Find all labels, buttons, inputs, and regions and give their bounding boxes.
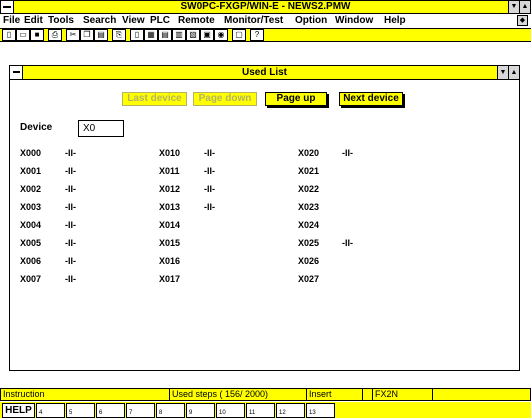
device-name: X011: [159, 166, 180, 176]
device-mark: -II-: [204, 166, 215, 176]
restore-child-button[interactable]: ◆: [517, 15, 528, 26]
status-plc-type: FX2N: [372, 389, 432, 400]
device-mark: -II-: [342, 238, 353, 248]
device-name: X026: [298, 256, 320, 266]
device-input[interactable]: X0: [78, 120, 124, 137]
copy-icon[interactable]: ❐: [80, 29, 94, 41]
status-bar: [0, 388, 531, 401]
menu-monitor-test[interactable]: Monitor/Test: [224, 15, 284, 26]
used-list-title: Used List: [241, 67, 287, 78]
device-name: X027: [298, 274, 320, 284]
device-label: Device: [20, 122, 53, 133]
toolbar: [0, 28, 531, 42]
sfc-view-icon[interactable]: ▥: [172, 29, 186, 41]
device-name: X023: [298, 202, 320, 212]
status-extra: [432, 389, 530, 400]
device-mark: -II-: [65, 220, 76, 230]
status-mode: Instruction: [3, 389, 45, 399]
function-key-number: 8: [159, 410, 163, 416]
device-name: X015: [159, 238, 181, 248]
device-name: X014: [159, 220, 181, 230]
menu-file[interactable]: File: [3, 15, 21, 26]
device-name: X002: [20, 184, 42, 194]
paste-icon[interactable]: ▤: [94, 29, 108, 41]
child-maximize-button[interactable]: ▲: [508, 66, 519, 79]
device-name: X010: [159, 148, 181, 158]
device-mark: -II-: [204, 148, 215, 158]
last-device-button[interactable]: Last device: [122, 92, 187, 106]
device-mark: -II-: [204, 202, 215, 212]
function-key-number: 10: [219, 410, 226, 416]
function-key-11[interactable]: [246, 403, 275, 418]
save-icon[interactable]: ■: [30, 29, 44, 41]
function-key-number: 6: [99, 410, 103, 416]
search-icon[interactable]: ◉: [214, 29, 228, 41]
device-name: X017: [159, 274, 181, 284]
menu-search[interactable]: Search: [83, 15, 117, 26]
menu-view[interactable]: View: [122, 15, 145, 26]
maximize-button[interactable]: ▲: [519, 1, 530, 13]
cut-icon[interactable]: ✂: [66, 29, 80, 41]
device-mark: -II-: [65, 238, 76, 248]
minimize-button[interactable]: ▼: [508, 1, 519, 13]
device-name: X016: [159, 256, 181, 266]
function-key-5[interactable]: [66, 403, 95, 418]
status-used-steps: Used steps ( 156/ 2000): [169, 389, 306, 400]
device-mark: -II-: [65, 256, 76, 266]
device-name: X007: [20, 274, 42, 284]
page-icon[interactable]: ▯: [130, 29, 144, 41]
device-mark: -II-: [342, 148, 353, 158]
function-key-number: 4: [39, 410, 43, 416]
comment-icon[interactable]: ▧: [186, 29, 200, 41]
device-name: X003: [20, 202, 42, 212]
menu-help[interactable]: Help: [384, 15, 406, 26]
menu-option[interactable]: Option: [295, 15, 328, 26]
device-name: X022: [298, 184, 320, 194]
device-mark: -II-: [65, 166, 76, 176]
help-icon[interactable]: ?: [250, 29, 264, 41]
function-key-9[interactable]: [186, 403, 215, 418]
function-key-12[interactable]: [276, 403, 305, 418]
menu-tools[interactable]: Tools: [48, 15, 74, 26]
function-key-number: 12: [279, 410, 286, 416]
status-insert: Insert: [306, 389, 362, 400]
device-name: X021: [298, 166, 320, 176]
device-mark: -II-: [65, 148, 76, 158]
function-key-number: 9: [189, 410, 193, 416]
device-name: X013: [159, 202, 181, 212]
menu-remote[interactable]: Remote: [178, 15, 215, 26]
window-icon[interactable]: ▢: [232, 29, 246, 41]
device-mark: -II-: [65, 184, 76, 194]
function-key-number: 13: [309, 410, 316, 416]
device-name: X024: [298, 220, 320, 230]
function-key-8[interactable]: [156, 403, 185, 418]
function-key-number: 7: [129, 410, 133, 416]
function-key-bar: [0, 402, 531, 418]
menu-edit[interactable]: Edit: [24, 15, 43, 26]
device-name: X012: [159, 184, 181, 194]
monitor-icon[interactable]: ▣: [200, 29, 214, 41]
menu-window[interactable]: Window: [335, 15, 374, 26]
device-mark: -II-: [65, 202, 76, 212]
used-list-title-bar: [10, 66, 519, 80]
device-name: X006: [20, 256, 42, 266]
function-key-13[interactable]: [306, 403, 335, 418]
function-key-4[interactable]: [36, 403, 65, 418]
ladder-view-icon[interactable]: ▦: [144, 29, 158, 41]
print-icon[interactable]: ⎙: [48, 29, 62, 41]
device-mark: -II-: [204, 184, 215, 194]
menu-plc[interactable]: PLC: [150, 15, 170, 26]
status-empty: [362, 389, 372, 400]
menu-bar: [0, 14, 531, 28]
function-key-10[interactable]: [216, 403, 245, 418]
used-list-window: [9, 65, 520, 371]
page-up-button[interactable]: Page up: [265, 92, 327, 106]
device-name: X004: [20, 220, 42, 230]
page-down-button[interactable]: Page down: [193, 92, 257, 106]
app-title: SW0PC-FXGP/WIN-E - NEWS2.PMW: [180, 1, 351, 12]
device-name: X001: [20, 166, 42, 176]
device-name: X025: [298, 238, 320, 248]
function-key-number: 11: [249, 410, 256, 416]
open-folder-icon[interactable]: ▭: [16, 29, 30, 41]
list-view-icon[interactable]: ▤: [158, 29, 172, 41]
device-name: X005: [20, 238, 42, 248]
function-key-number: 5: [69, 410, 73, 416]
function-key-6[interactable]: [96, 403, 125, 418]
new-file-icon[interactable]: ▯: [2, 29, 16, 41]
print-preview-icon[interactable]: ⎘: [112, 29, 126, 41]
function-key-7[interactable]: [126, 403, 155, 418]
next-device-button[interactable]: Next device: [339, 92, 403, 106]
device-name: X020: [298, 148, 320, 158]
help-key[interactable]: HELP: [2, 403, 35, 418]
device-name: X000: [20, 148, 42, 158]
device-mark: -II-: [65, 274, 76, 284]
child-minimize-button[interactable]: ▼: [497, 66, 508, 79]
title-bar: [0, 0, 531, 14]
